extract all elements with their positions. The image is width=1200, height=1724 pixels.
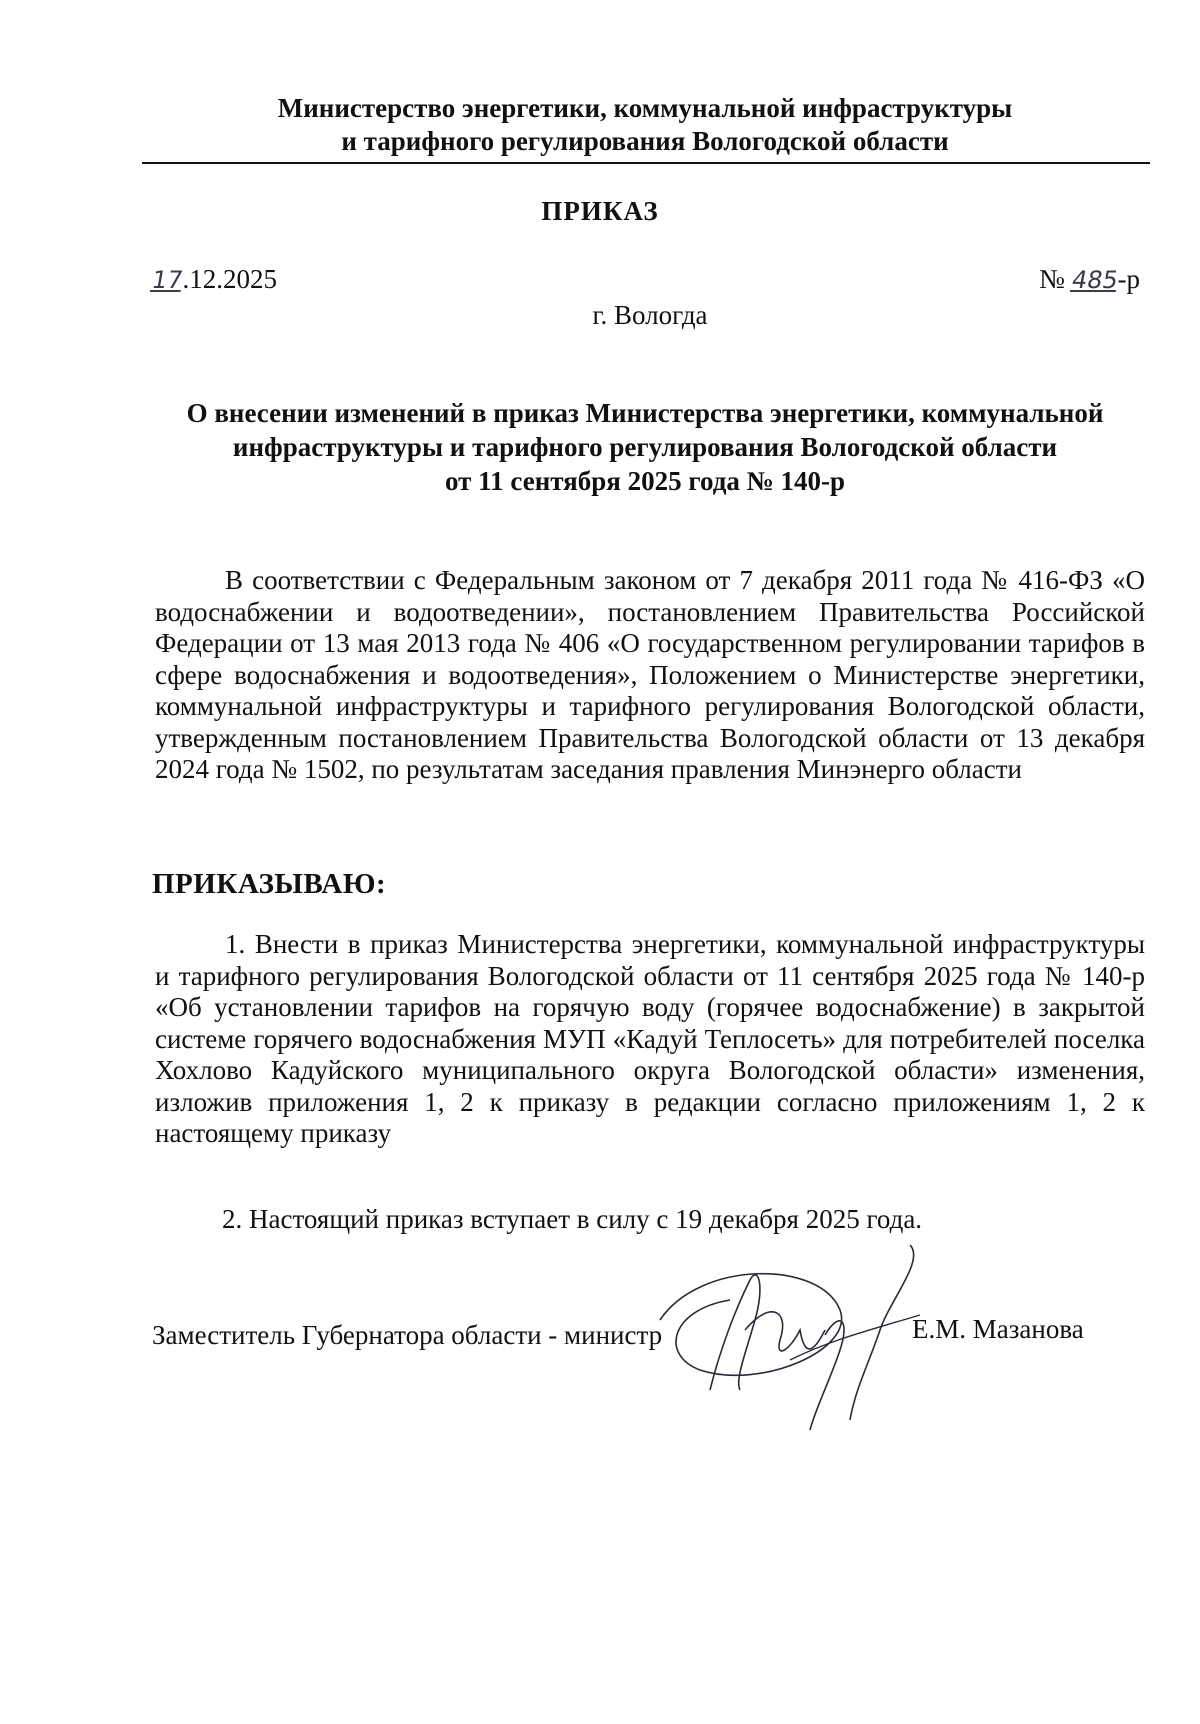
order-number-suffix: -р [1117,264,1140,294]
legal-basis-paragraph: В соответствии с Федеральным законом от 7 декабря 2011 года № 416-ФЗ «О водоснабжении и водоотведении», постановлением Правительства Российской Федерации от 13 мая 2013 года № 406 «О государственном регулировании тарифов в сфере водоснабжения и водоотведения», Положением о Министерстве энергетики, коммунальной инфраструктуры и тарифного регулирования Вологодской области, утвержденным постановлением Правительства Вологодской области от 13 декабря 2024 года № 1502, по результатам заседания правления Минэнерго области [155,565,1145,784]
ministry-header [140,92,1150,158]
ministry-header-line1: Министерство энергетики, коммунальной инфраструктуры [277,93,1013,123]
handwritten-signature-icon [640,1240,940,1440]
order-subject-line3: от 11 сентября 2025 года № 140-р [444,466,846,496]
order-item-2: 2. Настоящий приказ вступает в силу с 19 декабря 2025 года. [222,1204,923,1234]
order-subject-line1: О внесении изменений в приказ Министерства энергетики, коммунальной [186,398,1104,428]
order-directive-word: ПРИКАЗЫВАЮ: [152,868,387,900]
order-number-value: 485 [1069,266,1120,294]
order-date [149,264,278,295]
order-date-month-year: .12.2025 [182,264,278,294]
header-divider [142,162,1150,164]
order-subject-line2: инфраструктуры и тарифного регулирования Вологодской области [232,432,1058,462]
signatory-position: Заместитель Губернатора области - министр [152,1320,663,1350]
order-city: г. Вологда [592,300,708,330]
order-date-day: 17 [149,266,186,294]
order-item-1: 1. Внести в приказ Министерства энергетики, коммунальной инфраструктуры и тарифного регулирования Вологодской области от 11 сентября 2025 года № 140-р «Об установлении тарифов на горячую воду (горячее водоснабжение) в закрытой системе горячего водоснабжения МУП «Кадуй Теплосеть» для потребителей поселка Хохлово Кадуйского муниципального округа Вологодской области» изменения, изложив приложения 1, 2 к приказу в редакции согласно приложениям 1, 2 к настоящему приказу [155,929,1145,1148]
order-title: ПРИКАЗ [541,196,659,226]
signatory-name: Е.М. Мазанова [912,1314,1084,1344]
order-number [1039,264,1140,295]
ministry-header-line2: и тарифного регулирования Вологодской области [341,126,949,156]
order-subject [140,396,1150,498]
order-number-prefix: № [1039,264,1072,294]
